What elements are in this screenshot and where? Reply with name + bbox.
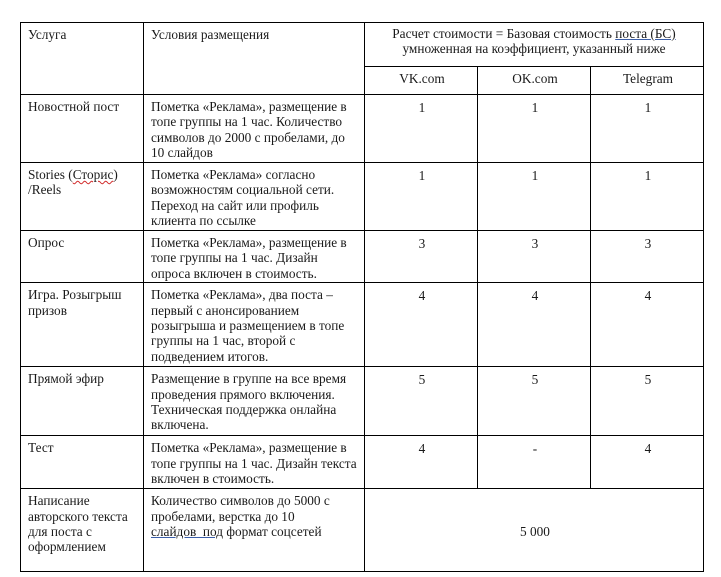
pricing-table	[20, 22, 704, 572]
coef-vk: 1	[365, 95, 478, 163]
header-platform-vk: VK.com	[365, 67, 478, 95]
table-row	[21, 95, 704, 163]
coef-telegram: 4	[591, 436, 704, 489]
conditions-cell: Пометка «Реклама», размещение в топе группы на 1 час. Дизайн текста включен в стоимость.	[144, 436, 365, 489]
header-service: Услуга	[21, 23, 144, 95]
coef-vk: 1	[365, 163, 478, 231]
coef-ok: 1	[478, 163, 591, 231]
spellcheck-word: Сторис	[72, 167, 114, 182]
service-cell: Тест	[21, 436, 144, 489]
coef-ok: 5	[478, 367, 591, 436]
service-cell: Прямой эфир	[21, 367, 144, 436]
coef-telegram: 4	[591, 283, 704, 367]
cost-formula-underlined-post: поста	[615, 26, 651, 41]
header-row	[21, 23, 704, 67]
service-cell: Опрос	[21, 231, 144, 283]
table-row	[21, 489, 704, 572]
service-text: Stories (	[28, 167, 73, 182]
conditions-cell: Размещение в группе на все время проведения прямого включения. Техническая поддержка онлайна включена.	[144, 367, 365, 436]
conditions-text: Количество символов до 5000 с пробелами, верстка до 10	[151, 493, 330, 524]
header-platform-telegram: Telegram	[591, 67, 704, 95]
coef-ok: -	[478, 436, 591, 489]
coef-ok: 4	[478, 283, 591, 367]
table-row	[21, 231, 704, 283]
coef-telegram: 5	[591, 367, 704, 436]
coef-telegram: 1	[591, 163, 704, 231]
service-cell: Игра. Розыгрыш призов	[21, 283, 144, 367]
table-row	[21, 436, 704, 489]
header-platform-ok: OK.com	[478, 67, 591, 95]
service-cell: Написание авторского текста для поста с оформлением	[21, 489, 144, 572]
table-row	[21, 283, 704, 367]
cost-formula-text: Расчет стоимости = Базовая стоимость	[392, 26, 616, 41]
conditions-text-end: формат соцсетей	[223, 524, 322, 540]
coef-ok: 1	[478, 95, 591, 163]
header-conditions: Условия размещения	[144, 23, 365, 95]
coef-vk: 4	[365, 436, 478, 489]
cost-formula-underlined-bs: (БС)	[650, 26, 676, 41]
service-cell: Новостной пост	[21, 95, 144, 163]
coef-telegram: 3	[591, 231, 704, 283]
conditions-cell: Пометка «Реклама» согласно возможностям социальной сети. Переход на сайт или профиль клиента по ссылке	[144, 163, 365, 231]
conditions-cell: Пометка «Реклама», размещение в топе группы на 1 час. Количество символов до 2000 с пробелами, до 10 слайдов	[144, 95, 365, 163]
coef-ok: 3	[478, 231, 591, 283]
conditions-cell	[144, 489, 365, 572]
coef-vk: 3	[365, 231, 478, 283]
table-row	[21, 163, 704, 231]
conditions-underlined: слайдов под	[151, 524, 224, 540]
cost-formula-text-end: умноженная на коэффициент, указанный ниже	[402, 41, 666, 57]
coef-vk: 5	[365, 367, 478, 436]
service-cell	[21, 163, 144, 231]
service-text-end: ) /Reels	[28, 167, 118, 198]
table-row	[21, 367, 704, 436]
coef-telegram: 1	[591, 95, 704, 163]
price-cell: 5 000	[365, 489, 704, 572]
conditions-cell: Пометка «Реклама», размещение в топе группы на 1 час. Дизайн опроса включен в стоимость.	[144, 231, 365, 283]
header-cost-formula	[365, 23, 704, 67]
conditions-cell: Пометка «Реклама», два поста – первый с анонсированием розыгрыша и размещением в топе группы на 1 час, второй с подведением итогов.	[144, 283, 365, 367]
coef-vk: 4	[365, 283, 478, 367]
